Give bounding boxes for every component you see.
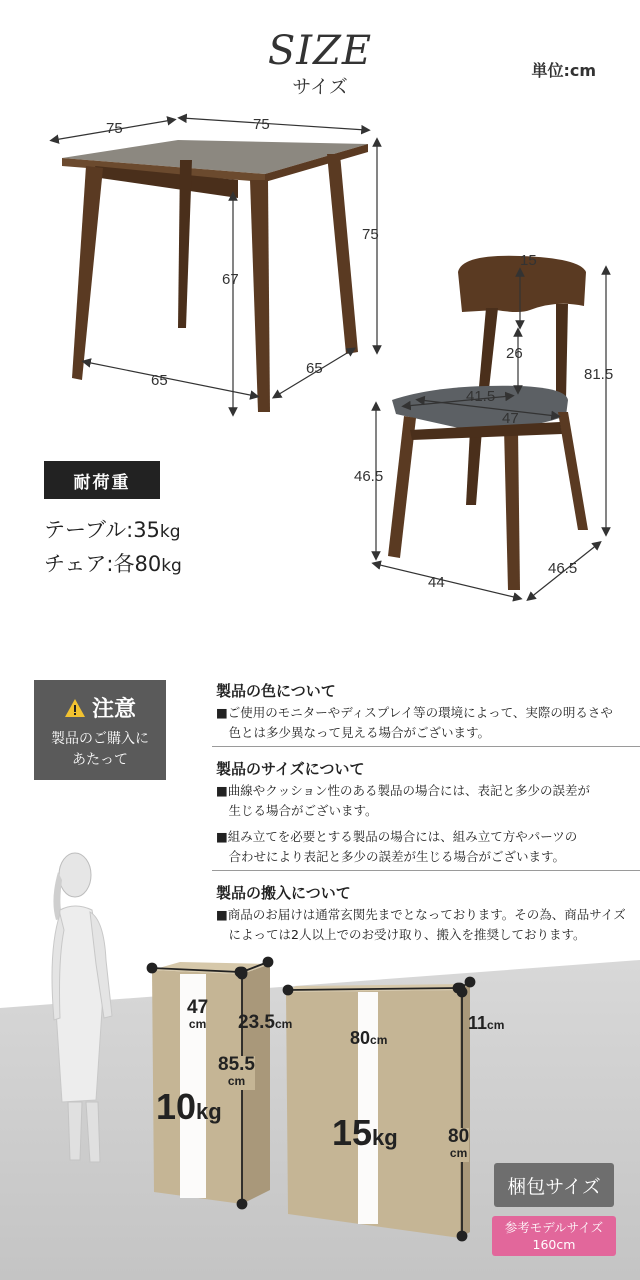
section-line: ■組み立てを必要とする製品の場合には、組み立て方やパーツの xyxy=(216,829,578,844)
section-line: 色とは多少異なって見える場合がございます。 xyxy=(216,725,491,740)
box1-height-label xyxy=(218,1056,255,1090)
box2-weight-value: 15 xyxy=(332,1112,373,1153)
chair-seat-width-label: 47 xyxy=(502,410,519,427)
table-leg-span-front-label: 65 xyxy=(151,372,168,389)
table-height-label: 75 xyxy=(362,226,379,243)
chair-back-gap-label: 26 xyxy=(506,345,523,362)
model-size-value: 160cm xyxy=(532,1237,576,1252)
section-size-title: 製品のサイズについて xyxy=(216,760,365,778)
section-color-title: 製品の色について xyxy=(216,682,336,700)
size-title: SIZE xyxy=(267,28,373,74)
box1-width-label xyxy=(187,997,209,1032)
size-subtitle: サイズ xyxy=(292,76,348,98)
chair-load xyxy=(44,548,182,578)
model-size-badge xyxy=(492,1216,616,1256)
notice-heading xyxy=(34,692,166,723)
model-size-label: 参考モデルサイズ xyxy=(504,1220,604,1235)
table-leg-span-side-label: 65 xyxy=(306,360,323,377)
notice-sub-line: あたって xyxy=(72,752,128,768)
table-leg-clearance-label: 67 xyxy=(222,271,239,288)
warning-icon xyxy=(64,698,86,718)
box2-depth-value: 11 xyxy=(468,1013,488,1033)
table-depth-label: 75 xyxy=(106,120,123,137)
chair-total-height-label: 81.5 xyxy=(584,366,614,383)
box2-weight-unit: kg xyxy=(372,1125,398,1150)
table-load-unit: kg xyxy=(159,522,181,542)
box2-width-unit: cm xyxy=(370,1033,388,1047)
section-line: 生じる場合がございます。 xyxy=(216,803,378,818)
notice-sub-line: 製品のご購入に xyxy=(51,731,149,747)
chair-seat-depth-label: 41.5 xyxy=(466,388,496,405)
table-illustration xyxy=(54,118,377,412)
section-color-body xyxy=(216,703,626,743)
section-line: 合わせにより表記と多少の誤差が生じる場合がございます。 xyxy=(216,849,566,864)
chair-width-label: 44 xyxy=(428,574,445,591)
box2-height-label xyxy=(448,1128,469,1162)
box1-depth-unit: cm xyxy=(274,1017,293,1031)
box1-width-value: 47 xyxy=(187,997,209,1018)
box1-height-value: 85.5 xyxy=(218,1054,255,1075)
chair-load-value: 80 xyxy=(134,552,162,576)
box1-weight-value: 10 xyxy=(156,1086,197,1127)
package-size-badge: 梱包サイズ xyxy=(494,1163,614,1207)
box2-weight xyxy=(332,1112,398,1154)
section-line: ■商品のお届けは通常玄関先までとなっております。その為、商品サイズ xyxy=(216,907,626,922)
notice-title: 注意 xyxy=(91,697,136,722)
chair-back-height-label: 15 xyxy=(520,252,537,269)
box2-width-value: 80 xyxy=(350,1028,371,1048)
box2-width-label xyxy=(350,1028,387,1049)
box2-depth-label xyxy=(468,1013,504,1034)
packaging-scene xyxy=(0,840,640,1280)
box1-depth-value: 23.5 xyxy=(238,1012,275,1033)
box2-illustration xyxy=(286,982,470,1238)
table-width-label: 75 xyxy=(253,116,270,133)
box2-height-value: 80 xyxy=(448,1126,470,1147)
chair-seat-height-label: 46.5 xyxy=(354,468,384,485)
box1-weight-unit: kg xyxy=(196,1099,222,1124)
section-line: によっては2人以上でのお受け取り、搬入を推奨しております。 xyxy=(216,927,586,942)
box1-depth-label xyxy=(238,1012,292,1034)
unit-label: 単位:cm xyxy=(531,61,596,80)
notice-box xyxy=(34,680,166,780)
box1-height-unit: cm xyxy=(227,1074,246,1088)
load-capacity-badge: 耐荷重 xyxy=(44,461,160,499)
notice-subtitle xyxy=(34,729,166,771)
chair-illustration xyxy=(376,256,606,598)
table-load-value: 35 xyxy=(133,518,160,542)
table-load xyxy=(44,514,181,544)
section-delivery-title: 製品の搬入について xyxy=(216,884,351,902)
table-load-label: テーブル: xyxy=(44,518,134,542)
box1-width-unit: cm xyxy=(188,1017,207,1031)
box2-depth-unit: cm xyxy=(487,1018,505,1032)
box2-height-unit: cm xyxy=(449,1146,468,1160)
section-line: ■曲線やクッション性のある製品の場合には、表記と多少の誤差が xyxy=(216,783,591,798)
chair-depth-label: 46.5 xyxy=(548,560,578,577)
section-line: ■ご使用のモニターやディスプレイ等の環境によって、実際の明るさや xyxy=(216,705,613,720)
chair-load-label: チェア:各 xyxy=(44,552,135,576)
divider xyxy=(212,746,640,747)
chair-load-unit: kg xyxy=(161,556,182,576)
box1-weight xyxy=(156,1086,222,1128)
